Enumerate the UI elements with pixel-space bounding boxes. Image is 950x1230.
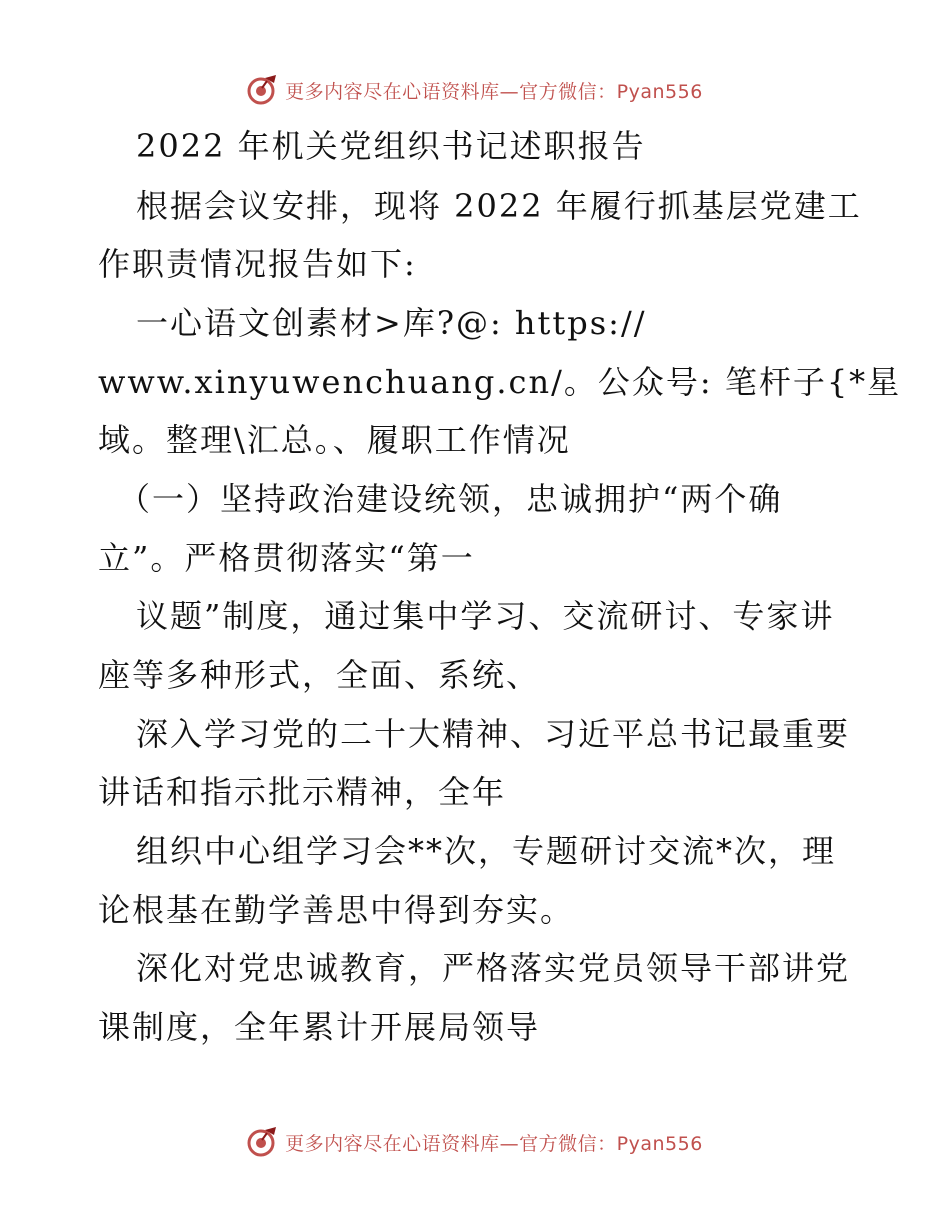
document-title: 2022 年机关党组织书记述职报告 [136,127,646,165]
banner-text: 更多内容尽在心语资料库—官方微信：Pyan556 [285,1132,703,1155]
paragraph-line: 立”。严格贯彻落实“第一 [98,539,475,577]
paragraph-line: 讲话和指示批示精神，全年 [98,773,507,811]
section-heading: （一）坚持政治建设统领，忠诚拥护“两个确 [118,480,783,518]
paragraph-line: 域。整理\汇总。、履职工作情况 [98,421,571,459]
paragraph-line: 一心语文创素材>库?@: https:// [136,304,647,342]
footer-banner [0,1122,950,1162]
paragraph-line: 组织中心组学习会**次，专题研讨交流*次，理 [136,832,837,870]
header-banner [0,70,950,110]
pen-seal-logo-icon [247,74,279,106]
paragraph-line: 根据会议安排，现将 2022 年履行抓基层党建工 [136,187,862,225]
paragraph-line: 作职责情况报告如下: [98,245,417,283]
paragraph-line: 论根基在勤学善思中得到夯实。 [98,891,575,929]
paragraph-line: 课制度，全年累计开展局领导 [98,1008,541,1046]
paragraph-line: 议题”制度，通过集中学习、交流研讨、专家讲 [136,597,835,635]
paragraph-line: 深入学习党的二十大精神、习近平总书记最重要 [136,715,851,753]
paragraph-line: 座等多种形式，全面、系统、 [98,656,541,694]
paragraph-line: www.xinyuwenchuang.cn/。公众号: 笔杆子{*星 [98,363,902,401]
banner-text: 更多内容尽在心语资料库—官方微信：Pyan556 [285,80,703,103]
paragraph-line: 深化对党忠诚教育，严格落实党员领导干部讲党 [136,949,851,987]
pen-seal-logo-icon [247,1126,279,1158]
